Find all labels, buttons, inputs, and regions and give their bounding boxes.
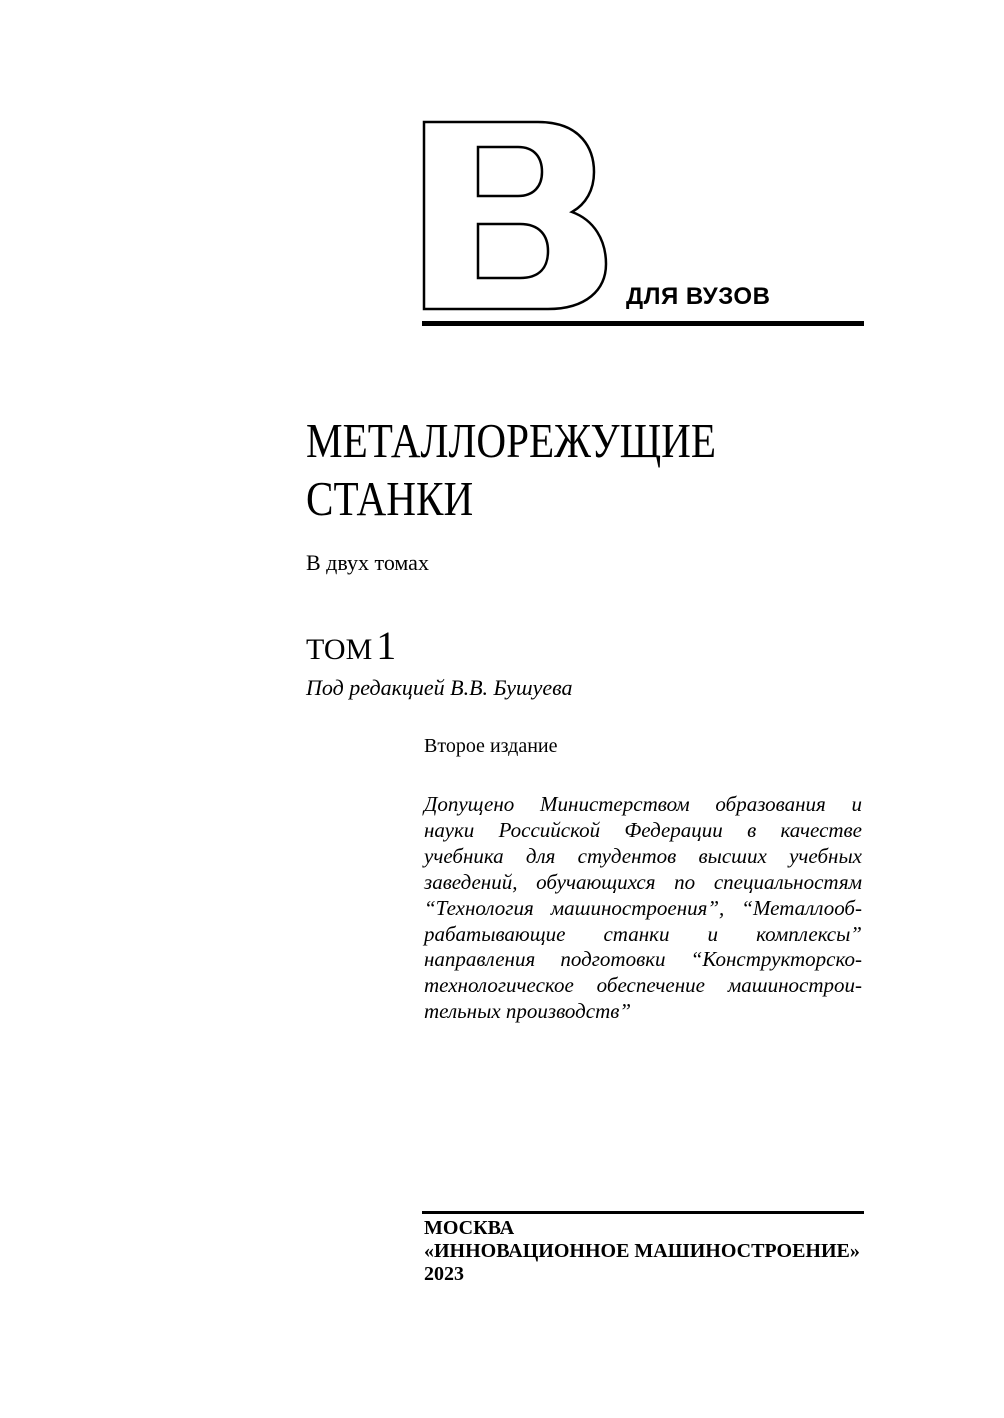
approval-line: тельных производств” bbox=[424, 999, 632, 1024]
approval-line: технологическое обеспечение машинострои- bbox=[424, 973, 862, 998]
top-rule bbox=[422, 321, 864, 326]
book-title bbox=[306, 412, 716, 528]
bottom-rule bbox=[422, 1211, 864, 1214]
approval-line: направления подготовки “Конструкторско- bbox=[424, 947, 862, 972]
publisher-block bbox=[424, 1217, 860, 1286]
approval-line: рабатывающие станки и комплексы” bbox=[424, 921, 862, 946]
publisher-city: МОСКВА bbox=[424, 1217, 515, 1239]
series-letter-logo bbox=[422, 120, 608, 311]
editor-line: Под редакцией В.В. Бушуева bbox=[306, 675, 573, 700]
approval-line: “Технология машиностроения”, “Металлооб- bbox=[424, 895, 862, 920]
volumes-note: В двух томах bbox=[306, 550, 429, 575]
publisher-name: «ИННОВАЦИОННОЕ МАШИНОСТРОЕНИЕ» bbox=[424, 1240, 860, 1262]
title-line-1: МЕТАЛЛОРЕЖУЩИЕ bbox=[306, 413, 716, 468]
approval-line: заведений, обучающихся по специальностям bbox=[424, 869, 862, 894]
volume-label bbox=[306, 622, 396, 669]
publication-year: 2023 bbox=[424, 1263, 464, 1285]
approval-line: Допущено Министерством образования и bbox=[424, 792, 862, 816]
volume-number: 1 bbox=[376, 623, 397, 668]
approval-line: науки Российской Федерации в качестве bbox=[424, 817, 862, 842]
approval-statement bbox=[424, 792, 862, 1025]
approval-line: учебника для студентов высших учебных bbox=[424, 843, 862, 868]
title-line-2: СТАНКИ bbox=[306, 471, 474, 526]
edition-note: Второе издание bbox=[424, 735, 558, 757]
series-label: ДЛЯ ВУЗОВ bbox=[626, 283, 771, 310]
volume-word: ТОМ bbox=[306, 633, 373, 666]
